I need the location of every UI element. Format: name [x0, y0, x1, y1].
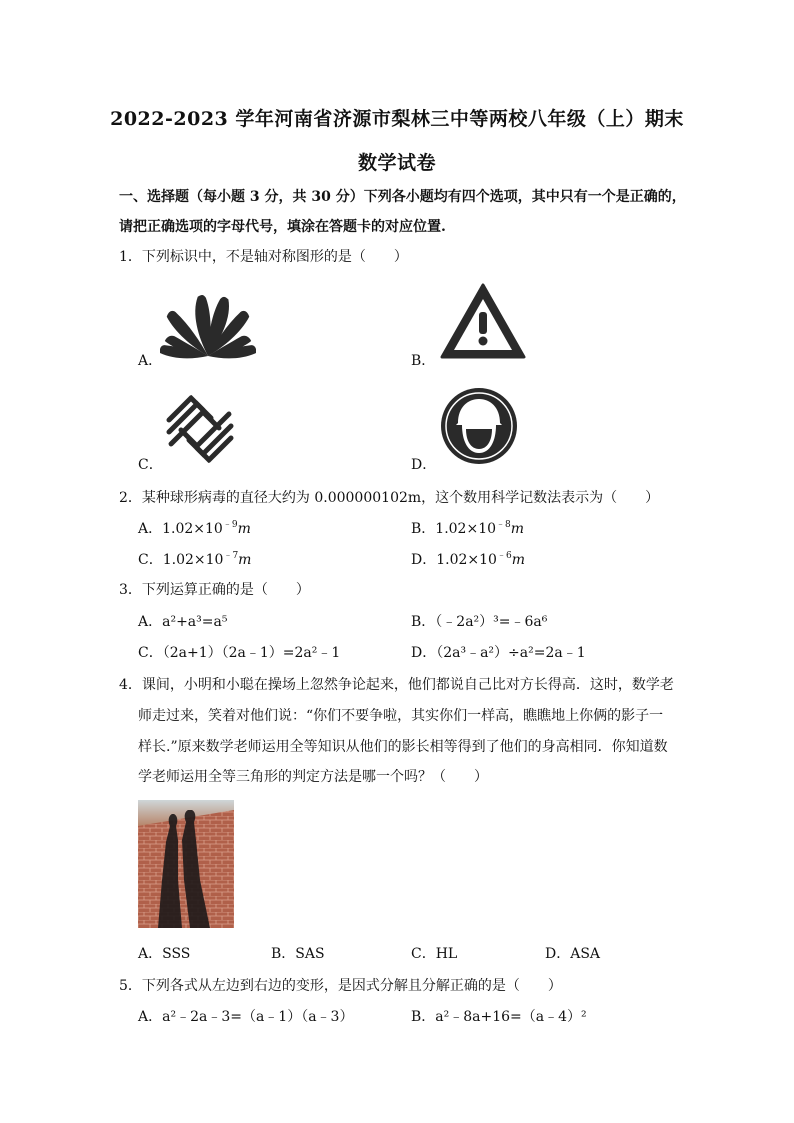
q2-option-d-label: D．1.02×10 [411, 552, 497, 568]
page-title: 2022-2023 学年河南省济源市梨林三中等两校八年级（上）期末 [110, 108, 684, 130]
page-subtitle: 数学试卷 [357, 152, 436, 174]
q2-option-d [411, 550, 525, 570]
q2-option-d-unit: m [511, 552, 525, 568]
helmet-sign-icon [440, 387, 518, 465]
q4-option-d: D．ASA [545, 946, 601, 962]
q2-option-d-exp: ﹣6 [496, 551, 512, 561]
q2-option-a-unit: m [237, 521, 251, 537]
question-1-stem: 1．下列标识中，不是轴对称图形的是（ ） [119, 249, 408, 265]
q2-option-b [411, 519, 524, 539]
q5-option-a: A．a²﹣2a﹣3=（a﹣1）（a﹣3） [138, 1009, 354, 1025]
warning-triangle-icon [440, 282, 526, 360]
q2-option-c-exp: ﹣7 [223, 551, 239, 561]
q3-option-a: A．a²+a³=a⁵ [138, 614, 228, 630]
q2-option-a-label: A．1.02×10 [138, 521, 223, 537]
q2-option-c-unit: m [238, 552, 252, 568]
q4-option-b: B．SAS [271, 946, 325, 962]
q2-option-a-exp: ﹣9 [222, 520, 238, 530]
q1-option-c-label: C． [138, 457, 163, 473]
q2-option-c [138, 550, 251, 570]
q4-option-a: A．SSS [138, 946, 191, 962]
question-3-stem: 3．下列运算正确的是（ ） [119, 582, 310, 598]
q3-option-b: B．（﹣2a²）³=﹣6a⁶ [411, 614, 548, 630]
question-4-line4: 学老师运用全等三角形的判定方法是哪一个吗？（ ） [138, 769, 488, 785]
q2-option-c-label: C．1.02×10 [138, 552, 224, 568]
q4-option-c: C．HL [411, 946, 458, 962]
section-heading-cont: 请把正确选项的字母代号，填涂在答题卡的对应位置. [119, 219, 446, 235]
question-4-line1: 4．课间，小明和小聪在操场上忽然争论起来，他们都说自己比对方长得高．这时，数学老 [119, 677, 674, 693]
section-heading: 一、选择题（每小题 3 分，共 30 分）下列各小题均有四个选项，其中只有一个是正确的， [119, 189, 686, 205]
question-5-stem: 5．下列各式从左边到右边的变形，是因式分解且分解正确的是（ ） [119, 978, 562, 994]
shadow-photo [138, 800, 234, 928]
q2-option-a [138, 519, 251, 539]
q1-option-a-label: A． [138, 353, 163, 369]
question-4-line3: 样长.”原来数学老师运用全等知识从他们的影长相等得到了他们的身高相同．你知道数 [138, 739, 668, 755]
swirl-logo-icon [163, 392, 237, 466]
question-4-line2: 师走过来，笑着对他们说：“你们不要争啦，其实你们一样高，瞧瞧地上你俩的影子一 [138, 708, 664, 724]
q3-option-d: D．（2a³﹣a²）÷a²=2a﹣1 [411, 645, 586, 661]
question-2-stem: 2．某种球形病毒的直径大约为 0.000000102m，这个数用科学记数法表示为（ ） [119, 490, 660, 506]
q3-option-c: C．（2a+1）（2a﹣1）=2a²﹣1 [138, 645, 341, 661]
q1-option-b-label: B． [411, 353, 436, 369]
petal-logo-icon [160, 290, 256, 362]
q5-option-b: B．a²﹣8a+16=（a﹣4）² [411, 1009, 587, 1025]
q2-option-b-label: B．1.02×10 [411, 521, 497, 537]
q2-option-b-exp: ﹣8 [496, 520, 511, 530]
q2-option-b-unit: m [510, 521, 525, 537]
q1-option-d-label: D． [411, 457, 437, 473]
